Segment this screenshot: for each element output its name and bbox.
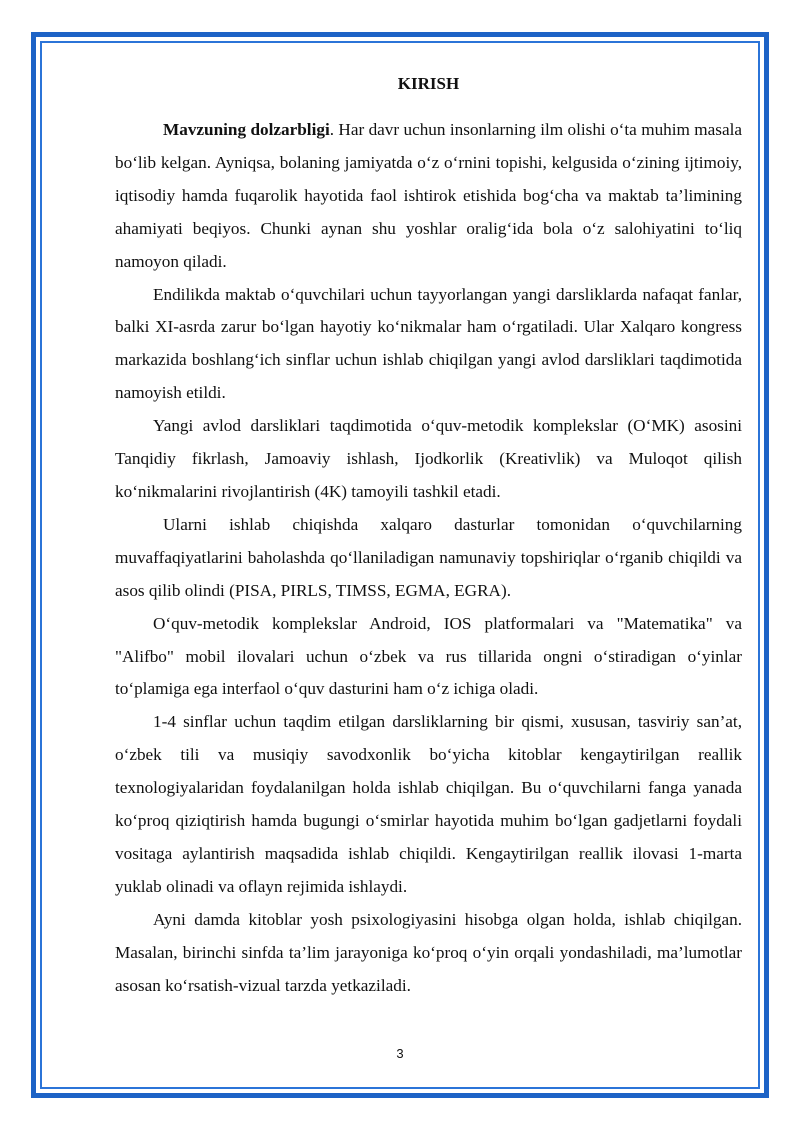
document-body (115, 72, 742, 1002)
paragraph-6 (115, 706, 742, 903)
paragraph-1 (115, 114, 742, 279)
paragraph-text: Endilikda maktab o‘quvchilari uchun tayyorlangan yangi darsliklarda nafaqat fanlar, balki XI-asrda zarur bo‘lgan hayotiy ko‘nikmalar ham o‘rgatiladi. Ular Xalqaro kongress markazida boshlang‘ich sinflar uchun ishlab chiqilgan yangi avlod darsliklari taqdimotida namoyish etildi. (115, 284, 742, 403)
paragraph-5 (115, 608, 742, 707)
paragraph-text: . Har davr uchun insonlarning ilm olishi o‘ta muhim masala bo‘lib kelgan. Ayniqsa, bolaning jamiyatda o‘z o‘rnini topishi, kelgusida o‘zining ijtimoiy, iqtisodiy hamda fuqarolik hayotida faol ishtirok etishida bog‘cha va maktab ta’limining ahamiyati beqiyos. Chunki aynan shu yoshlar oralig‘ida bola o‘z salohiyatini to‘liq namoyon qiladi. (115, 120, 743, 271)
paragraph-text: Ayni damda kitoblar yosh psixologiyasini hisobga olgan holda, ishlab chiqilgan. Masalan, birinchi sinfda ta’lim jarayoniga ko‘proq o‘yin orqali yondashiladi, ma’lumotlar asosan ko‘rsatish-vizual tarzda yetkaziladi. (115, 909, 742, 995)
section-title: KIRISH (397, 74, 460, 93)
paragraph-text: O‘quv-metodik komplekslar Android, IOS platformalari va "Matematika" va "Alifbo" mobil ilovalari uchun o‘zbek va rus tillarida ongni o‘stiradigan o‘yinlar to‘plamiga ega interfaol o‘quv dasturini ham o‘z ichiga oladi. (115, 613, 742, 699)
paragraph-lead: Mavzuning dolzarbligi (163, 120, 330, 139)
paragraph-text: Ularni ishlab chiqishda xalqaro dasturlar tomonidan o‘quvchilarning muvaffaqiyatlarini baholashda qo‘llaniladigan namunaviy topshiriqlar o‘rganib chiqildi va asos qilib olindi (PISA, PIRLS, TIMSS, EGMA, EGRA). (115, 514, 742, 600)
paragraph-text: 1-4 sinflar uchun taqdim etilgan darsliklarning bir qismi, xususan, tasviriy san’at, o‘zbek tili va musiqiy savodxonlik bo‘yicha kitoblar kengaytirilgan reallik texnologiyalaridan foydalanilgan holda ishlab chiqilgan. Bu o‘quvchilarni fanga yanada ko‘proq qiziqtirish hamda bugungi o‘smirlar hayotida muhim bo‘lgan gadjetlarni foydali vositaga aylantirish maqsadida ishlab chiqildi. Kengaytirilgan reallik ilovasi 1-marta yuklab olinadi va oflayn rejimida ishlaydi. (115, 712, 742, 896)
paragraph-text: Yangi avlod darsliklari taqdimotida o‘quv-metodik komplekslar (O‘MK) asosini Tanqidiy fikrlash, Jamoaviy ishlash, Ijodkorlik (Kreativlik) va Muloqot qilish ko‘nikmalarini rivojlantirish (4K) tamoyili tashkil etadi. (115, 416, 742, 501)
paragraph-3 (115, 410, 742, 509)
paragraph-7 (115, 904, 742, 1003)
paragraph-2 (115, 279, 742, 411)
page-number: 3 (396, 1046, 404, 1061)
paragraph-4 (115, 509, 742, 608)
